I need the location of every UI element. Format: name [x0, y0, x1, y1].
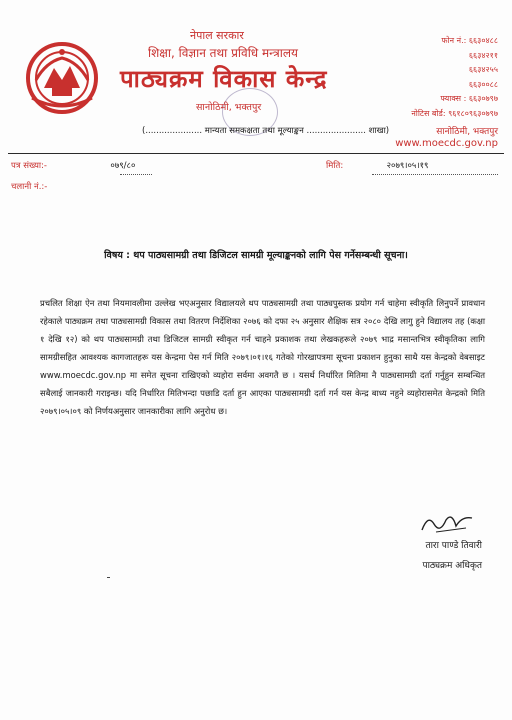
contact-phone: ६६३००८८	[468, 79, 498, 89]
contact-fax: फ्याक्स : ६६३०७९७	[440, 94, 498, 104]
miti-dotline	[372, 174, 498, 176]
contact-phone: ६६३४२५५	[468, 65, 498, 75]
office-location: सानोठिमी, भक्तपुर	[196, 102, 262, 113]
signatory-block	[422, 536, 482, 576]
contact-block	[411, 34, 498, 122]
subject-line: विषय : थप पाठ्यसामग्री तथा डिजिटल सामग्री मूल्याङ्कनको लागि पेस गर्नेसम्बन्धी सूचना।	[104, 250, 408, 261]
patra-label: पत्र संख्या:-	[11, 161, 48, 171]
patra-dotline	[120, 174, 152, 176]
signatory-title: पाठ्यक्रम अधिकृत	[422, 561, 482, 571]
government-name: नेपाल सरकार	[190, 29, 244, 42]
dispatch-number	[11, 181, 47, 192]
website-link[interactable]: www.moecdc.gov.np	[395, 138, 498, 149]
signatory-name: तारा पाण्डे तिवारी	[425, 541, 482, 551]
place-name: सानोठिमी, भक्तपुर	[436, 127, 498, 137]
miti-value: २०७९।०५।१९	[386, 161, 429, 171]
nepal-emblem-icon	[22, 40, 102, 116]
notice-body: प्रचलित शिक्षा ऐन तथा नियमावलीमा उल्लेख भएअनुसार विद्यालयले थप पाठ्यसामग्री तथा पाठ्यपुस्तक प्रयोग गर्न चाहेमा स्वीकृति लिनुपर्ने प्रावधान रहेकाले पाठ्यक्रम तथा पाठ्यसामग्री विकास तथा वितरण निर्देशिका २०७६ को दफा २५ अनुसार शैक्षिक सत्र २०८० देखि लागु हुने विद्यालय तह (कक्षा १ देखि १२) को थप पाठ्यसामग्री तथा डिजिटल सामग्री स्वीकृत गर्न चाहने प्रकाशक तथा लेखकहरूले २०७९ भाद्र मसान्तभित्र स्वीकृतिका लागि सामग्रीसहित आवश्यक कागजातहरू यस केन्द्रमा पेस गर्न मिति २०७९।०१।१६ गतेको गोरखापत्रमा सूचना प्रकाशन हुनुका साथै यस केन्द्रको वेबसाइट www.moecdc.gov.np मा समेत सूचना राखिएको व्यहोरा सर्वमा अवगतै छ । यसर्थ निर्धारित मितिमा नै पाठ्यसामग्री दर्ता गर्नुहुन सम्बन्धित सबैलाई जानकारी गराइन्छ। यदि निर्धारित मितिभन्दा पछाडि दर्ता हुन आएका पाठ्यसामग्री दर्ता गर्न यस केन्द्र बाध्य नहुने व्यहोरासमेत केन्द्रको मिति २०७९।०५।०९ को निर्णयअनुसार जानकारीका लागि अनुरोध छ।	[40, 298, 485, 416]
patra-value: ०७९/८०	[110, 161, 136, 171]
date-line	[326, 160, 428, 171]
contact-phone: फोन नं.: ६६३०४८८	[441, 36, 498, 45]
ministry-name: शिक्षा, विज्ञान तथा प्रविधि मन्त्रालय	[148, 46, 298, 60]
margin-mark	[107, 577, 110, 578]
center-name: पाठ्यक्रम विकास केन्द्र	[120, 65, 328, 93]
header-divider	[8, 153, 504, 154]
signature-icon	[418, 508, 476, 536]
reference-number	[11, 160, 135, 171]
contact-notice-board: नोटिस बोर्ड: ९६१८०९६३०७९७	[411, 108, 498, 118]
contact-phone: ६६३४२११	[468, 50, 498, 60]
chalani-label: चलानी नं.:-	[11, 182, 48, 192]
miti-label: मिति:	[326, 161, 344, 171]
branch-line: (..................... मान्यता समकक्षता तथा मूल्याङ्कन ...................... शाखा)	[142, 126, 390, 136]
